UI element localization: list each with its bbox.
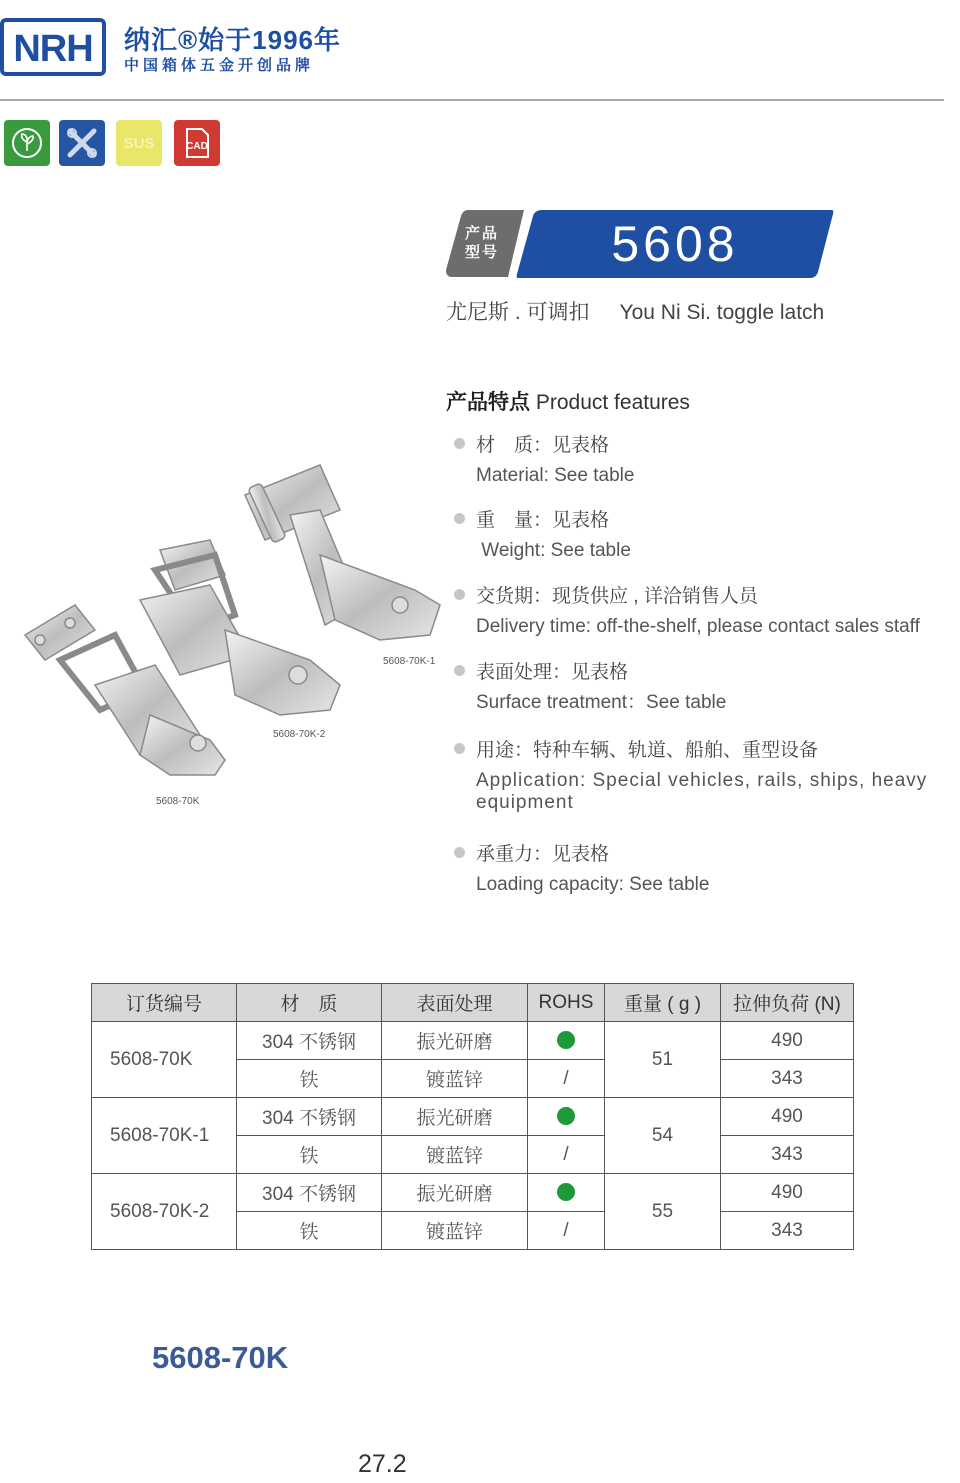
feature-weight-zh: 重 量：见表格	[452, 505, 952, 532]
tools-icon	[59, 120, 105, 166]
brand-tagline: 中国箱体五金开创品牌	[124, 57, 315, 74]
nrh-logo	[0, 18, 106, 76]
table-row	[92, 1022, 854, 1060]
rohs-cell	[528, 1174, 605, 1212]
page-number: 27.2	[358, 1450, 407, 1478]
order-number: 5608-70K	[92, 1022, 237, 1098]
model-name	[446, 296, 824, 326]
load-cell: 490	[721, 1098, 854, 1136]
sus-badge-label: SUS	[123, 134, 155, 152]
feature-application-zh: 用途：特种车辆、轨道、船舶、重型设备	[452, 735, 946, 762]
col-material: 材 质	[237, 984, 382, 1022]
surface-cell: 镀蓝锌	[382, 1212, 528, 1250]
model-name-zh: 尤尼斯 . 可调扣	[446, 301, 590, 324]
material-cell: 304 不锈钢	[237, 1098, 382, 1136]
image-label-5608-70k-1: 5608-70K-1	[383, 656, 436, 667]
feature-weight-en: Weight: See table	[476, 540, 631, 561]
cad-icon	[174, 120, 220, 166]
feature-loading	[452, 839, 952, 896]
load-cell: 343	[721, 1212, 854, 1250]
feature-material-zh: 材 质：见表格	[452, 430, 952, 457]
rohs-compliant-dot	[557, 1107, 575, 1125]
order-number: 5608-70K-1	[92, 1098, 237, 1174]
rohs-compliant-dot	[557, 1031, 575, 1049]
rohs-compliant-dot	[557, 1183, 575, 1201]
col-weight: 重量 ( g )	[605, 984, 721, 1022]
weight-cell: 55	[605, 1174, 721, 1250]
material-cell: 铁	[237, 1060, 382, 1098]
load-cell: 343	[721, 1060, 854, 1098]
col-order: 订货编号	[92, 984, 237, 1022]
rohs-cell	[528, 1022, 605, 1060]
rohs-cell: /	[528, 1060, 605, 1098]
surface-cell: 振光研磨	[382, 1098, 528, 1136]
header-divider	[0, 99, 944, 101]
cad-icon-label: CAD	[186, 141, 208, 152]
rohs-cell	[528, 1098, 605, 1136]
col-rohs: ROHS	[528, 984, 605, 1022]
feature-loading-en: Loading capacity: See table	[476, 874, 710, 895]
image-label-5608-70k: 5608-70K	[156, 796, 200, 807]
features-heading	[446, 386, 690, 416]
image-label-5608-70k-2: 5608-70K-2	[273, 729, 326, 740]
eco-icon	[4, 120, 50, 166]
product-image	[20, 455, 450, 815]
feature-application	[452, 735, 946, 814]
features-heading-en: Product features	[535, 391, 690, 414]
model-name-en: You Ni Si. toggle latch	[619, 301, 825, 324]
surface-cell: 镀蓝锌	[382, 1136, 528, 1174]
order-number: 5608-70K-2	[92, 1174, 237, 1250]
table-row	[92, 1174, 854, 1212]
feature-material-en: Material: See table	[476, 465, 635, 486]
feature-surface-zh: 表面处理：见表格	[452, 657, 952, 684]
latch-5608-70k-1	[245, 465, 440, 640]
sus-badge	[116, 120, 162, 166]
rohs-cell: /	[528, 1136, 605, 1174]
table-row	[92, 1098, 854, 1136]
load-cell: 490	[721, 1174, 854, 1212]
weight-cell: 54	[605, 1098, 721, 1174]
logo-text: NRH	[13, 28, 93, 70]
feature-loading-zh: 承重力：见表格	[452, 839, 952, 866]
feature-surface-en: Surface treatment：See table	[476, 692, 727, 713]
model-caption: 5608-70K	[152, 1340, 289, 1375]
feature-delivery-en: Delivery time: off-the-shelf, please contact sales staff	[476, 616, 920, 637]
surface-cell: 振光研磨	[382, 1174, 528, 1212]
material-cell: 304 不锈钢	[237, 1174, 382, 1212]
load-cell: 490	[721, 1022, 854, 1060]
spec-table	[91, 983, 854, 1250]
feature-material	[452, 430, 952, 487]
feature-weight	[452, 505, 952, 562]
col-surface: 表面处理	[382, 984, 528, 1022]
material-cell: 304 不锈钢	[237, 1022, 382, 1060]
feature-delivery-zh: 交货期：现货供应 , 详洽销售人员	[452, 581, 952, 608]
material-cell: 铁	[237, 1136, 382, 1174]
weight-cell: 51	[605, 1022, 721, 1098]
feature-surface	[452, 657, 952, 714]
material-cell: 铁	[237, 1212, 382, 1250]
surface-cell: 振光研磨	[382, 1022, 528, 1060]
col-load: 拉伸负荷 (N)	[721, 984, 854, 1022]
rohs-cell: /	[528, 1212, 605, 1250]
load-cell: 343	[721, 1136, 854, 1174]
model-tag-label: 产品型号	[465, 225, 500, 261]
features-heading-zh: 产品特点	[446, 391, 530, 414]
feature-application-en: Application: Special vehicles, rails, ships, heavy equipment	[476, 770, 928, 813]
surface-cell: 镀蓝锌	[382, 1060, 528, 1098]
brand-slogan: 纳汇®始于1996年	[124, 25, 341, 55]
model-number: 5608	[611, 216, 739, 272]
table-header-row	[92, 984, 854, 1022]
feature-delivery	[452, 581, 952, 638]
